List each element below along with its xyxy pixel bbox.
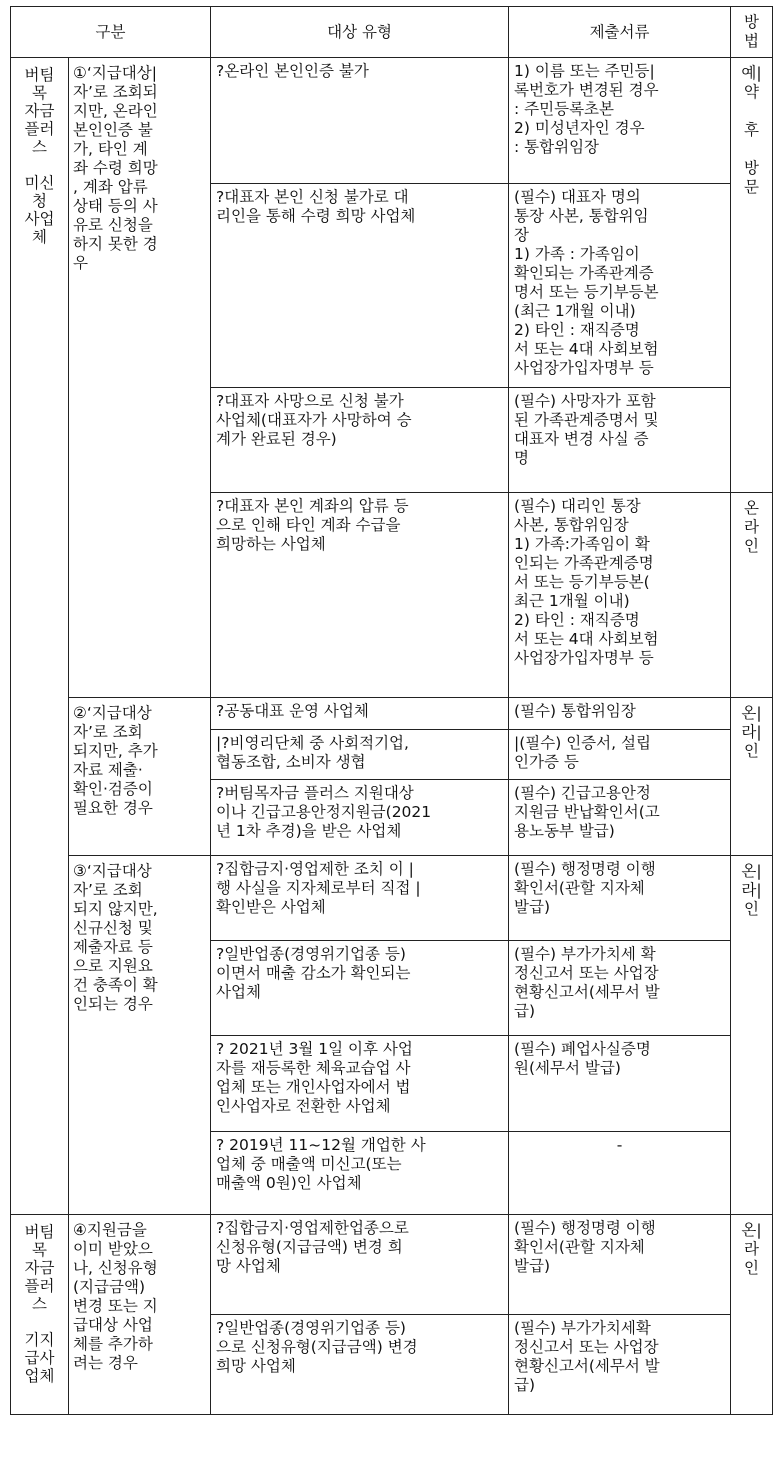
documents-cell: (필수) 통합위임장 (509, 698, 731, 730)
method-cell: 온| 라 인 (731, 1215, 773, 1415)
group-label-unapplied: 버팀 목 자금 플러 스 미신 청 사업 체 (11, 58, 69, 1215)
target-type-cell: ?집합금지·영업제한업종으로 신청유형(지급금액) 변경 희 망 사업체 (211, 1215, 509, 1315)
required-documents-table (10, 6, 773, 1415)
subgroup-label-3: ③‘지급대상 자’로 조회 되지 않지만, 신규신청 및 제출자료 등 으로 지원요 건 충족이 확 인되는 경우 (69, 856, 211, 1215)
target-type-cell: ?버팀목자금 플러스 지원대상 이나 긴급고용안정지원금(2021 년 1차 추경)을 받은 사업체 (211, 780, 509, 856)
target-type-cell: ?대표자 본인 신청 불가로 대 리인을 통해 수령 희망 사업체 (211, 184, 509, 388)
documents-cell: - (509, 1132, 731, 1215)
group-label-paid: 버팀 목 자금 플러 스 기지 급사 업체 (11, 1215, 69, 1415)
target-type-cell: ?집합금지·영업제한 조치 이 | 행 사실을 지자체로부터 직접 | 확인받은 사업체 (211, 856, 509, 941)
table-row (11, 856, 773, 941)
table-row (11, 698, 773, 730)
documents-cell: (필수) 부가가치세확 정신고서 또는 사업장 현황신고서(세무서 발 급) (509, 1315, 731, 1415)
table-row (11, 58, 773, 184)
documents-cell: (필수) 행정명령 이행 확인서(관할 지자체 발급) (509, 856, 731, 941)
target-type-cell: |?비영리단체 중 사회적기업, 협동조합, 소비자 생협 (211, 730, 509, 780)
method-cell: 온| 라| 인 (731, 698, 773, 856)
header-row (11, 7, 773, 58)
table-row (11, 1215, 773, 1315)
target-type-cell: ?대표자 사망으로 신청 불가 사업체(대표자가 사망하여 승 계가 완료된 경우) (211, 388, 509, 493)
target-type-cell: ?온라인 본인인증 불가 (211, 58, 509, 184)
header-category: 구분 (11, 7, 211, 58)
target-type-cell: ? 2021년 3월 1일 이후 사업 자를 재등록한 체육교습업 사 업체 또는 개인사업자에서 법 인사업자로 전환한 사업체 (211, 1036, 509, 1132)
documents-cell: (필수) 대표자 명의 통장 사본, 통합위임 장 1) 가족 : 가족임이 확인되는 가족관계증 명서 또는 등기부등본 (최근 1개월 이내) 2) 타인 : 재직증명 서 또는 4대 사회보험 사업장가입자명부 등 (509, 184, 731, 388)
documents-cell: (필수) 긴급고용안정 지원금 반납확인서(고 용노동부 발급) (509, 780, 731, 856)
target-type-cell: ?일반업종(경영위기업종 등) 으로 신청유형(지급금액) 변경 희망 사업체 (211, 1315, 509, 1415)
method-cell: 예| 약 후 방 문 (731, 58, 773, 493)
method-cell: 온| 라| 인 (731, 856, 773, 1215)
documents-cell: 1) 이름 또는 주민등| 록번호가 변경된 경우 : 주민등록초본 2) 미성년자인 경우 : 통합위임장 (509, 58, 731, 184)
target-type-cell: ?일반업종(경영위기업종 등) 이면서 매출 감소가 확인되는 사업체 (211, 941, 509, 1036)
subgroup-label-2: ②‘지급대상 자’로 조회 되지만, 추가 자료 제출· 확인·검증이 필요한 경우 (69, 698, 211, 856)
target-type-cell: ? 2019년 11~12월 개업한 사 업체 중 매출액 미신고(또는 매출액 0원)인 사업체 (211, 1132, 509, 1215)
documents-cell: (필수) 폐업사실증명 원(세무서 발급) (509, 1036, 731, 1132)
subgroup-label-4: ④지원금을 이미 받았으 나, 신청유형 (지급금액) 변경 또는 지 급대상 사업 체를 추가하 려는 경우 (69, 1215, 211, 1415)
header-target-type: 대상 유형 (211, 7, 509, 58)
header-method: 방 법 (731, 7, 773, 58)
method-cell: 온 라 인 (731, 493, 773, 698)
target-type-cell: ?공동대표 운영 사업체 (211, 698, 509, 730)
documents-cell: (필수) 행정명령 이행 확인서(관할 지자체 발급) (509, 1215, 731, 1315)
target-type-cell: ?대표자 본인 계좌의 압류 등 으로 인해 타인 계좌 수급을 희망하는 사업체 (211, 493, 509, 698)
header-documents: 제출서류 (509, 7, 731, 58)
documents-cell: |(필수) 인증서, 설립 인가증 등 (509, 730, 731, 780)
documents-cell: (필수) 대리인 통장 사본, 통합위임장 1) 가족:가족임이 확 인되는 가족관계증명 서 또는 등기부등본( 최근 1개월 이내) 2) 타인 : 재직증명 서 또는 4대 사회보험 사업장가입자명부 등 (509, 493, 731, 698)
documents-cell: (필수) 사망자가 포함 된 가족관계증명서 및 대표자 변경 사실 증 명 (509, 388, 731, 493)
subgroup-label-1: ①‘지급대상| 자’로 조회되 지만, 온라인 본인인증 불 가, 타인 계 좌 수령 희망 , 계좌 압류 상태 등의 사 유로 신청을 하지 못한 경 우 (69, 58, 211, 698)
documents-cell: (필수) 부가가치세 확 정신고서 또는 사업장 현황신고서(세무서 발 급) (509, 941, 731, 1036)
